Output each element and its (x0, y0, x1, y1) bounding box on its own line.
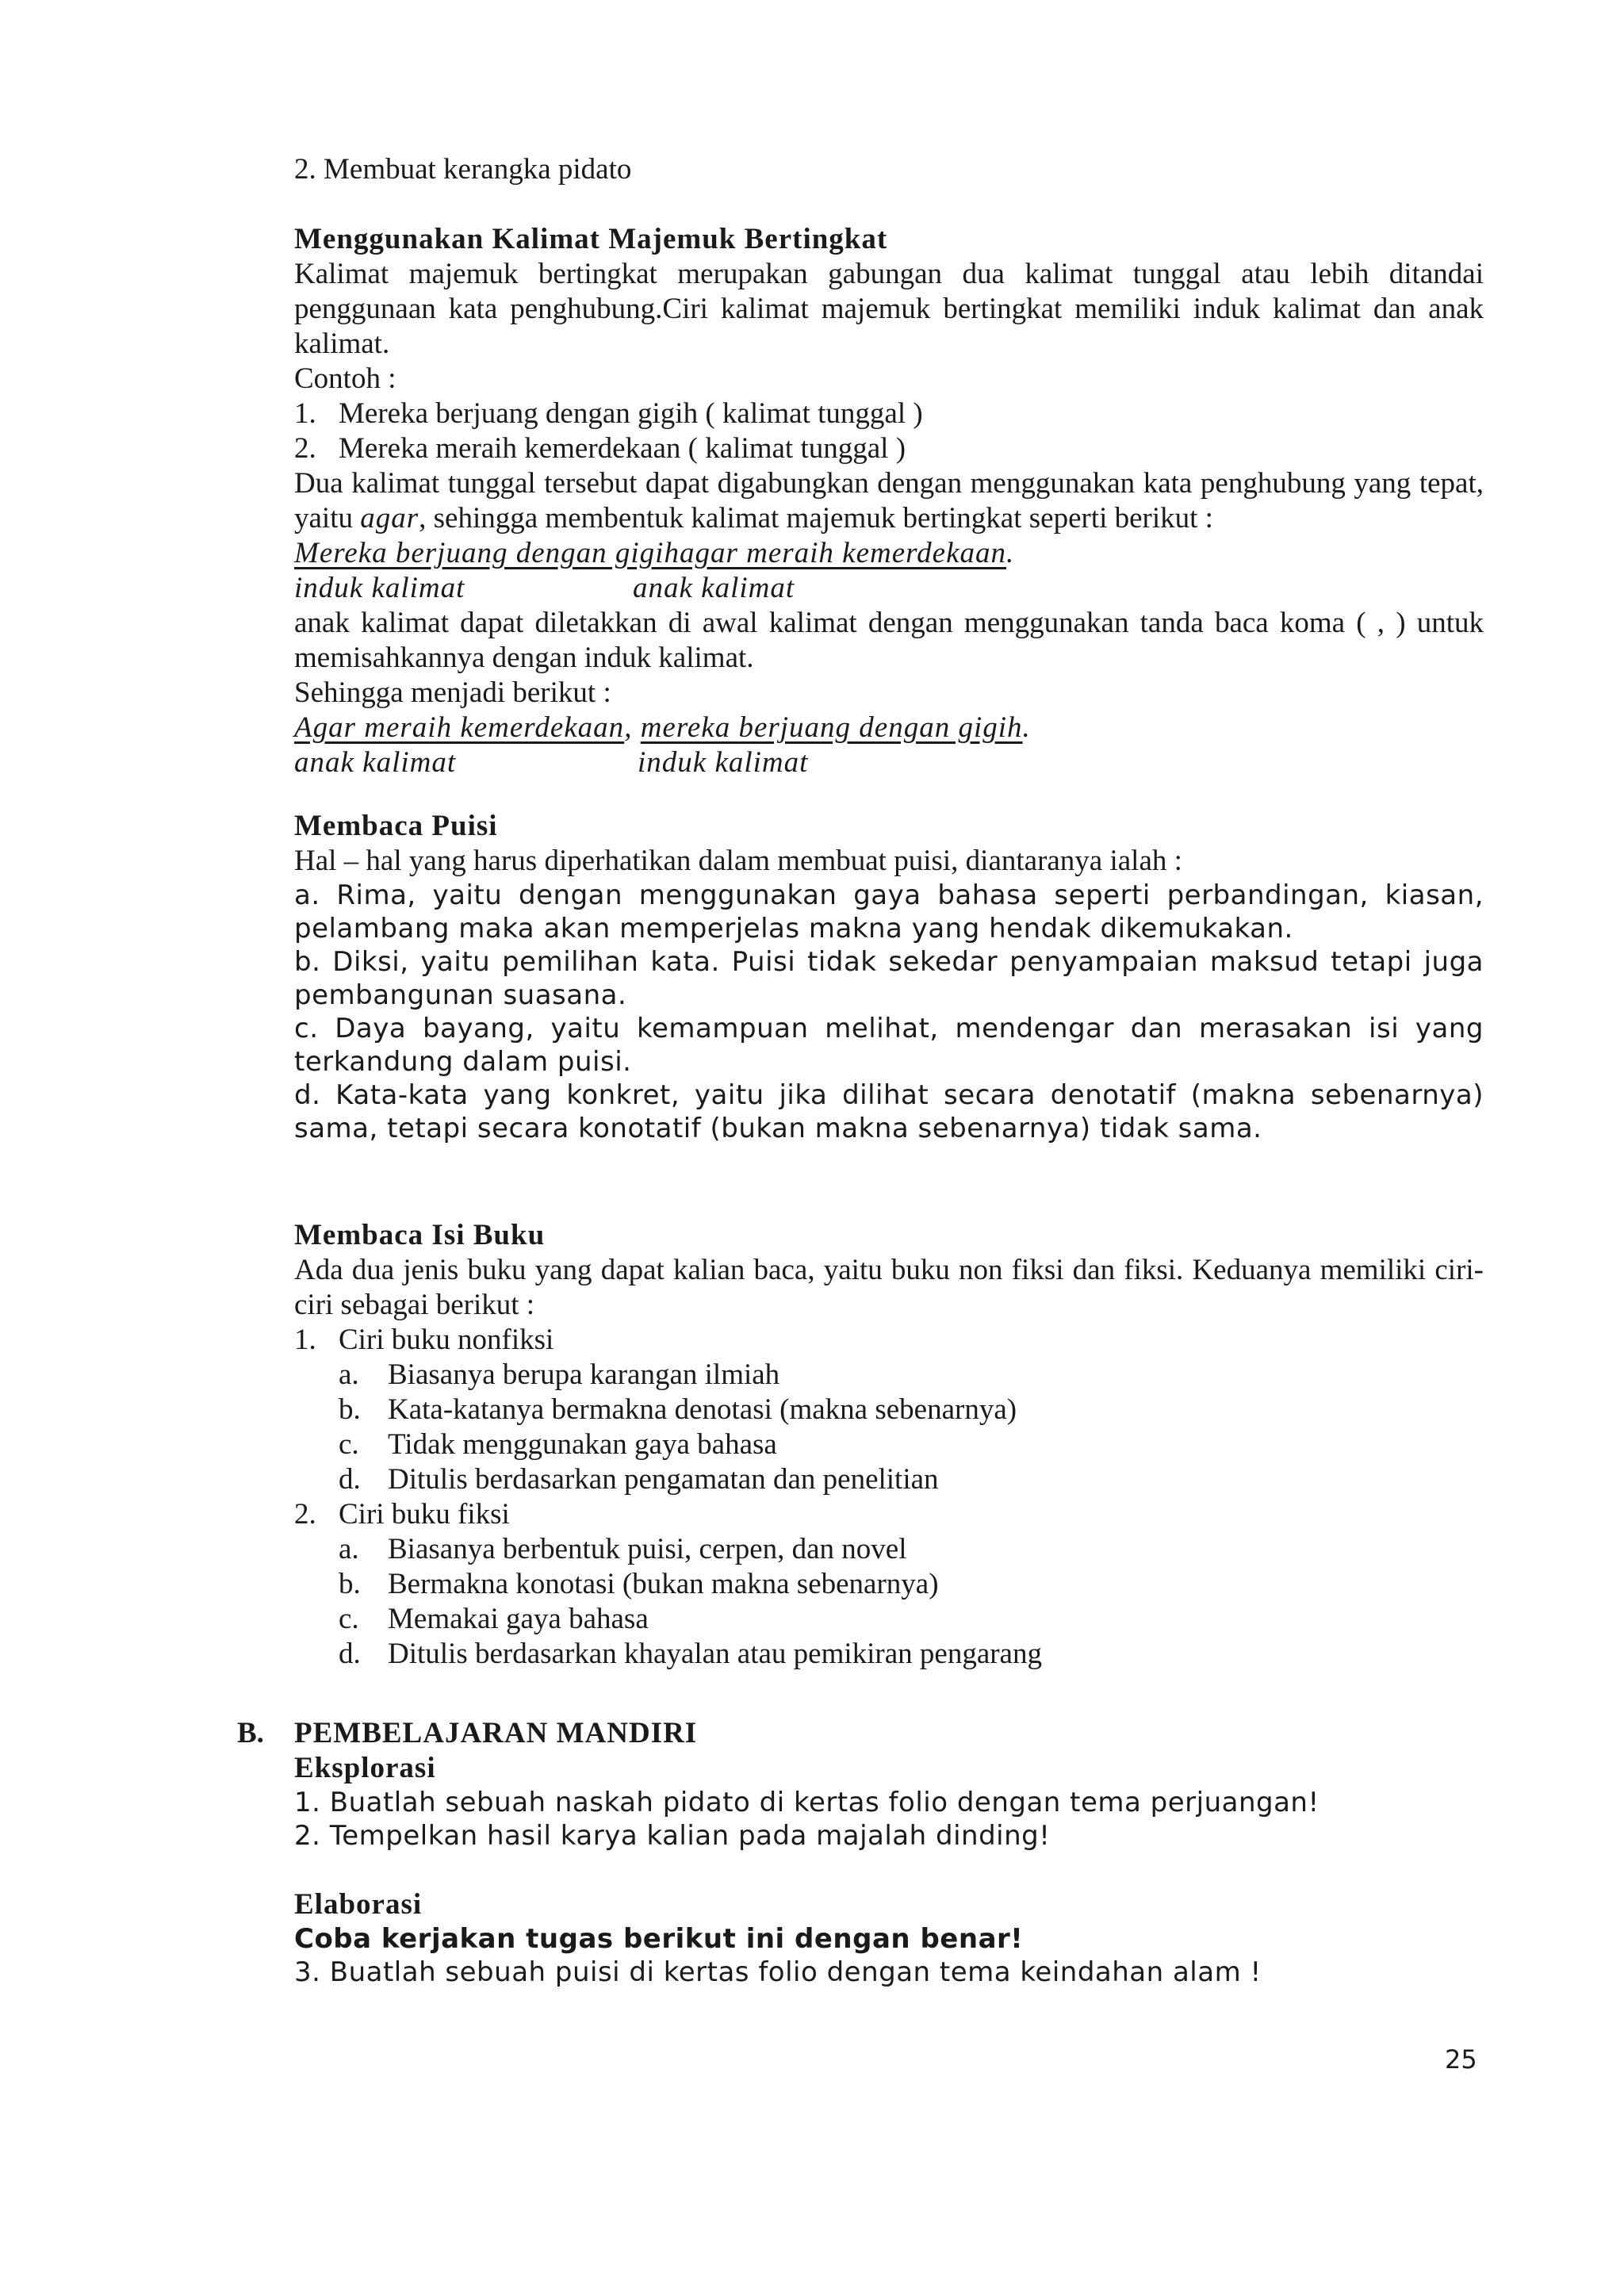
sub-list-item (294, 1358, 1484, 1393)
list-text: Kata-katanya bermakna denotasi (makna sebenarnya) (388, 1393, 1017, 1426)
section-title: Membaca Isi Buku (294, 1219, 546, 1251)
sub-list-item (294, 1393, 1484, 1427)
section-pembelajaran-mandiri (294, 1716, 1484, 1989)
sub-list-item (294, 1532, 1484, 1567)
task-item: 2. Tempelkan hasil karya kalian pada majalah dinding! (294, 1820, 1051, 1852)
list-item: a. Rima, yaitu dengan menggunakan gaya bahasa seperti perbandingan, kiasan, pelambang maka akan memperjelas makna yang hendak dikemukakan. (294, 879, 1484, 944)
paragraph: anak kalimat dapat diletakkan di awal kalimat dengan menggunakan tanda baca koma ( , ) untuk memisahkannya dengan induk kalimat. (294, 607, 1484, 674)
sentence-labels-1 (294, 571, 1484, 606)
list-marker: d. (339, 1463, 361, 1496)
list-item: c. Daya bayang, yaitu kemampuan melihat, mendengar dan merasakan isi yang terkandung dalam puisi. (294, 1013, 1484, 1078)
sub-list-item (294, 1602, 1484, 1637)
label-anak: anak kalimat (294, 746, 457, 779)
sub-list-item (294, 1637, 1484, 1672)
paragraph: Ada dua jenis buku yang dapat kalian baca, yaitu buku non fiksi dan fiksi. Keduanya memiliki ciri-ciri sebagai berikut : (294, 1254, 1484, 1321)
list-item: d. Kata-kata yang konkret, yaitu jika dilihat secara denotatif (makna sebenarnya) sama, tetapi secara konotatif (bukan makna sebenarnya) tidak sama. (294, 1079, 1484, 1144)
paragraph: Kalimat majemuk bertingkat merupakan gabungan dua kalimat tunggal atau lebih ditandai penggunaan kata penghubung.Ciri kalimat majemuk bertingkat memiliki induk kalimat dan anak kalimat. (294, 258, 1484, 360)
list-marker: a. (339, 1533, 359, 1565)
sub-list-item (294, 1567, 1484, 1602)
list-item: b. Diksi, yaitu pemilihan kata. Puisi tidak sekedar penyampaian maksud tetapi juga pembangunan suasana. (294, 946, 1484, 1011)
list-text: Ditulis berdasarkan pengamatan dan penelitian (388, 1463, 939, 1496)
section-kalimat-majemuk (294, 222, 1484, 780)
anak-kalimat-text: agar meraih kemerdekaan (679, 537, 1007, 569)
list-marker: b. (339, 1393, 361, 1426)
intro-item: 2. Membuat kerangka pidato (294, 153, 632, 186)
list-marker: c. (339, 1603, 359, 1635)
contoh-label: Contoh : (294, 362, 396, 395)
section-letter: B. (237, 1717, 264, 1749)
list-text: Ditulis berdasarkan khayalan atau pemikiran pengarang (388, 1638, 1042, 1670)
example-sentence-1: Mereka berjuang dengan gigihagar meraih kemerdekaan. (294, 537, 1015, 569)
section-membaca-isi-buku (294, 1218, 1484, 1672)
induk-kalimat-text: Mereka berjuang dengan gigih (294, 537, 680, 569)
label-anak: anak kalimat (633, 572, 795, 604)
list-text: Memakai gaya bahasa (388, 1603, 649, 1635)
section-title: Menggunakan Kalimat Majemuk Bertingkat (294, 223, 888, 255)
list-group-title: 2. Ciri buku fiksi (294, 1498, 510, 1531)
task-item: 3. Buatlah sebuah puisi di kertas folio dengan tema keindahan alam ! (294, 1956, 1262, 1988)
example-item: 2. Mereka meraih kemerdekaan ( kalimat tunggal ) (294, 432, 906, 465)
list-text: Bermakna konotasi (bukan makna sebenarnya) (388, 1568, 939, 1600)
task-item: 1. Buatlah sebuah naskah pidato di kertas folio dengan tema perjuangan! (294, 1787, 1320, 1818)
instruction: Coba kerjakan tugas berikut ini dengan benar! (294, 1923, 1024, 1955)
list-marker: a. (339, 1358, 359, 1391)
sentence-labels-2 (294, 745, 1484, 780)
paragraph: Dua kalimat tunggal tersebut dapat digabungkan dengan menggunakan kata penghubung yang tepat, yaitu agar, sehingga membentuk kalimat majemuk bertingkat seperti berikut : (294, 467, 1484, 534)
anak-kalimat-text: Agar meraih kemerdekaan (294, 711, 625, 744)
label-induk: induk kalimat (294, 572, 465, 604)
label-induk: induk kalimat (638, 746, 809, 779)
list-text: Biasanya berbentuk puisi, cerpen, dan novel (388, 1533, 907, 1565)
list-group-fiksi (294, 1497, 1484, 1672)
list-text: Tidak menggunakan gaya bahasa (388, 1428, 777, 1461)
example-sentence-2: Agar meraih kemerdekaan, mereka berjuang dengan gigih. (294, 711, 1031, 744)
subsection-elaborasi: Elaborasi (294, 1888, 423, 1921)
sub-list (294, 1532, 1484, 1672)
list-marker: c. (339, 1428, 359, 1461)
section-title: PEMBELAJARAN MANDIRI (294, 1717, 698, 1749)
list-text: Biasanya berupa karangan ilmiah (388, 1358, 780, 1391)
sub-list (294, 1358, 1484, 1497)
induk-kalimat-text: mereka berjuang dengan gigih (640, 711, 1023, 744)
list-marker: d. (339, 1638, 361, 1670)
example-item: 1. Mereka berjuang dengan gigih ( kalimat tunggal ) (294, 397, 923, 430)
subsection-eksplorasi: Eksplorasi (294, 1752, 436, 1784)
page-number: 25 (1445, 2044, 1477, 2075)
section-title: Membaca Puisi (294, 810, 498, 842)
sub-list-item (294, 1462, 1484, 1497)
sub-list-item (294, 1427, 1484, 1462)
section-membaca-puisi (294, 809, 1484, 1145)
list-marker: b. (339, 1568, 361, 1600)
list-group-title: 1. Ciri buku nonfiksi (294, 1324, 554, 1356)
paragraph: Hal – hal yang harus diperhatikan dalam membuat puisi, diantaranya ialah : (294, 845, 1182, 877)
sehingga-label: Sehingga menjadi berikut : (294, 676, 611, 709)
list-group-nonfiksi (294, 1323, 1484, 1497)
